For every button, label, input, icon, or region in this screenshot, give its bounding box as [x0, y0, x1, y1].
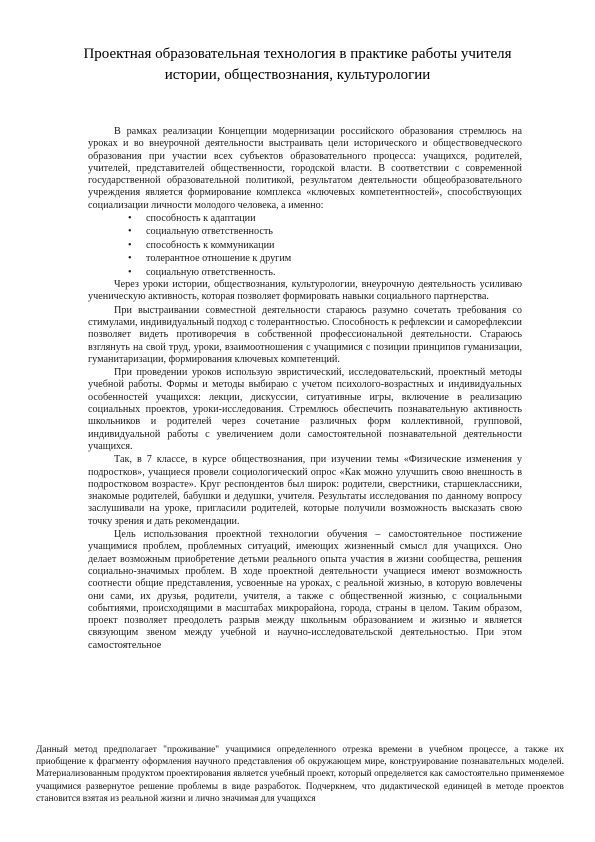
bottom-text-block: [36, 744, 564, 805]
paragraph-goal: Цель использования проектной технологии обучения – самостоятельное постижение учащимися проблем, проблемных ситуаций, имеющих жизненный смысл для учащихся. Оно делает возможным приобретение детьми реального опыта участия в жизни сообщества, решения социально-значимых проблем. В ходе проектной деятельности учащиеся имеют возможность соотнести общие представления, усвоенные на уроках, с реальной жизнью, в которую вовлечены они сами, их друзья, родители, учителя, а также с общественной жизнью, с социальными событиями, происходящими в масштабах микрорайона, города, страны в целом. Таким образом, проект позволяет преодолеть разрыв между школьным образованием и жизнью и является связующим звеном между учебной и научно-исследовательской деятельностью. При этом самостоятельное: [88, 529, 522, 651]
paragraph-methods: При проведении уроков использую эвристический, исследовательский, проектный методы учебной работы. Формы и методы выбираю с учетом психолого-возрастных и индивидуальных особенностей учащихся: лекции, дискуссии, ситуативные игры, включение в реализацию социальных проектов, уроки-исследования. Стремлюсь обеспечить познавательную активность школьников и родителей через сочетание различных форм коллективной, групповой, индивидуальной работы с увеличением доли самостоятельной познавательной деятельности учащихся.: [88, 367, 522, 452]
title-line-2: истории, обществознания, культурологии: [164, 67, 431, 83]
list-item: • толерантное отношение к другим: [146, 252, 522, 265]
page-title: [40, 44, 555, 86]
paragraph-method-description: Данный метод предполагает "проживание" учащимися определенного отрезка времени в учебном процессе, а также их приобщение к фрагменту оформления научного представления об окружающем мире, конструирование познавательных моделей. Материализованным продуктом проектирования является учебный проект, который определяется как самостоятельно применяемое учащимися развернутое решение проблемы в виде разработок. Подчеркнем, что дидактической единицей в методе проектов становится взятая из реальной жизни и лично значимая для учащихся: [36, 745, 564, 804]
title-line-1: Проектная образовательная технология в практике работы учителя: [83, 46, 512, 62]
paragraph-partnership: Через уроки истории, обществознания, культурологии, внеурочную деятельность усиливаю ученическую активность, которая позволяет формировать навыки социального партнерства.: [88, 279, 522, 303]
paragraph-intro: В рамках реализации Концепции модернизации российского образования стремлюсь на уроках и во внеурочной деятельности выстраивать цели исторического и обществоведческого образования при участии всех субъектов образовательного процесса: учащихся, родителей, учителей, представителей общественности, городской власти. В соответствии с современной государственной образовательной политикой, результатом деятельности общеобразовательного учреждения является формирование комплекса «ключевых компетентностей», способствующих социализации личности молодого человека, а именно:: [88, 126, 522, 211]
paragraph-example: Так, в 7 классе, в курсе обществознания, при изучении темы «Физические изменения у подростков», учащиеся провели социологический опрос «Как можно улучшить свою внешность в подростковом возрасте». Круг респондентов был широк: родители, сверстники, старшеклассники, знакомые родителей, бабушки и дедушки, учителя. Результаты исследования по данному вопросу заслушивали на уроке, пригласили родителей, которые получили возможность высказать свою точку зрения и дать рекомендации.: [88, 454, 522, 527]
list-item: • способность к коммуникации: [146, 239, 522, 252]
list-item: • социальную ответственность: [146, 225, 522, 238]
competency-list: [88, 212, 522, 279]
list-item: • способность к адаптации: [146, 212, 522, 225]
scanned-text-block: [88, 126, 522, 652]
paragraph-cooperation: При выстраивании совместной деятельности стараюсь разумно сочетать требования со стимулами, индивидуальный подход с толерантностью. Способность к рефлексии и саморефлексии позволяет видеть противоречия в собственной профессиональной деятельности. Стараюсь взглянуть на свой труд, уроки, взаимоотношения с учащимися с позиции принципов гуманизации, гуманитаризации, формирования ключевых компетенций.: [88, 304, 522, 365]
list-item: • социальную ответственность.: [146, 266, 522, 279]
